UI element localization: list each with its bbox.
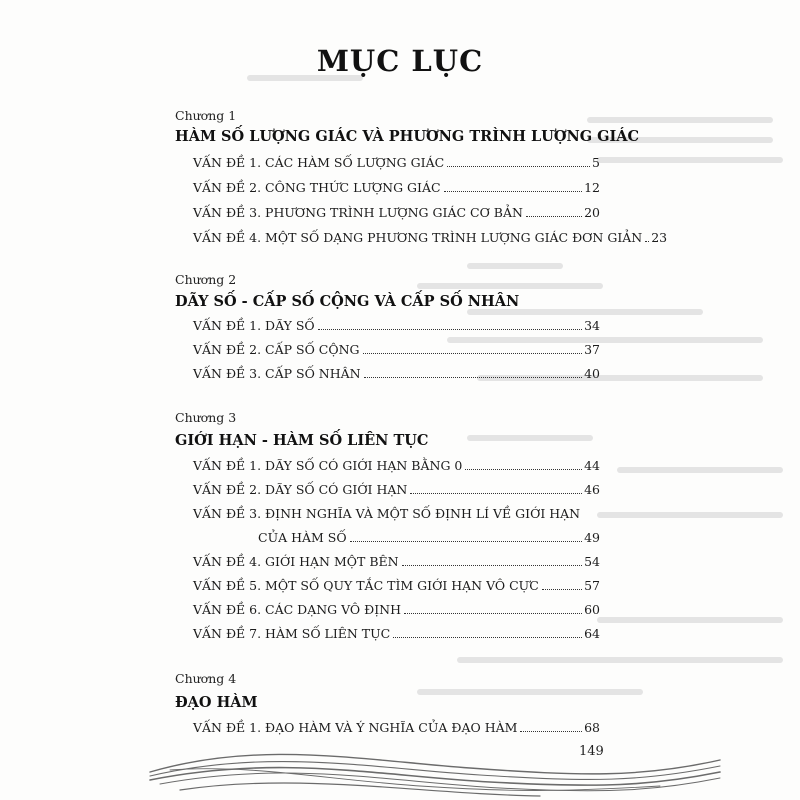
dot-leader — [350, 541, 582, 542]
chapter-2-title: DÃY SỐ - CẤP SỐ CỘNG VÀ CẤP SỐ NHÂN — [175, 293, 520, 310]
toc-entry[interactable] — [193, 602, 600, 622]
entry-text: VẤN ĐỀ 3. CẤP SỐ NHÂN — [193, 366, 361, 381]
toc-entry[interactable] — [193, 554, 600, 574]
entry-text: VẤN ĐỀ 2. CÔNG THỨC LƯỢNG GIÁC — [193, 180, 441, 195]
dot-leader — [447, 166, 590, 167]
entry-page: 40 — [584, 366, 600, 381]
entry-page: 44 — [584, 458, 600, 473]
entry-page: 23 — [651, 230, 668, 245]
chapter-1-label: Chương 1 — [175, 108, 237, 123]
entry-text: VẤN ĐỀ 3. PHƯƠNG TRÌNH LƯỢNG GIÁC CƠ BẢN — [193, 205, 523, 220]
dot-leader — [542, 589, 582, 590]
chapter-3-title: GIỚI HẠN - HÀM SỐ LIÊN TỤC — [175, 432, 429, 449]
entry-text: VẤN ĐỀ 3. ĐỊNH NGHĨA VÀ MỘT SỐ ĐỊNH LÍ VỀ GIỚI HẠN — [193, 506, 581, 521]
entry-text: CỦA HÀM SỐ — [258, 530, 347, 545]
dot-leader — [402, 565, 583, 566]
entry-text: VẤN ĐỀ 4. GIỚI HẠN MỘT BÊN — [193, 554, 399, 569]
dot-leader — [318, 329, 582, 330]
dot-leader — [465, 469, 582, 470]
swoosh-decoration — [0, 720, 800, 800]
toc-entry[interactable] — [193, 155, 600, 175]
entry-text: VẤN ĐỀ 2. CẤP SỐ CỘNG — [193, 342, 360, 357]
toc-entry[interactable] — [193, 506, 600, 526]
dot-leader — [364, 377, 582, 378]
toc-entry[interactable] — [193, 458, 600, 478]
toc-entry[interactable] — [193, 318, 600, 338]
page-number: 149 — [579, 744, 604, 759]
entry-text: VẤN ĐỀ 6. CÁC DẠNG VÔ ĐỊNH — [193, 602, 402, 617]
toc-entry[interactable] — [193, 342, 600, 362]
dot-leader — [363, 353, 583, 354]
toc-entry[interactable] — [193, 230, 668, 250]
entry-page: 5 — [592, 155, 600, 170]
entry-text: VẤN ĐỀ 5. MỘT SỐ QUY TẮC TÌM GIỚI HẠN VÔ CỰC — [193, 578, 539, 593]
toc-entry[interactable] — [193, 180, 600, 200]
chapter-3-label: Chương 3 — [175, 410, 237, 425]
dot-leader — [404, 613, 582, 614]
chapter-4-title: ĐẠO HÀM — [175, 694, 258, 711]
entry-text: VẤN ĐỀ 4. MỘT SỐ DẠNG PHƯƠNG TRÌNH LƯỢNG GIÁC ĐƠN GIẢN — [193, 230, 643, 245]
entry-text: VẤN ĐỀ 2. DÃY SỐ CÓ GIỚI HẠN — [193, 482, 408, 497]
entry-text: VẤN ĐỀ 1. CÁC HÀM SỐ LƯỢNG GIÁC — [193, 155, 445, 170]
entry-page: 68 — [584, 720, 600, 735]
entry-page: 60 — [584, 602, 600, 617]
entry-text: VẤN ĐỀ 1. ĐẠO HÀM VÀ Ý NGHĨA CỦA ĐẠO HÀM — [193, 720, 518, 735]
toc-title: MỤC LỤC — [316, 44, 484, 78]
entry-text: VẤN ĐỀ 1. DÃY SỐ CÓ GIỚI HẠN BẰNG 0 — [193, 458, 463, 473]
chapter-4-label: Chương 4 — [175, 671, 237, 686]
dot-leader — [393, 637, 582, 638]
entry-page: 46 — [584, 482, 600, 497]
entry-page: 57 — [584, 578, 600, 593]
entry-page: 49 — [584, 530, 600, 545]
dot-leader — [645, 241, 649, 242]
toc-entry-continuation[interactable] — [258, 530, 600, 550]
chapter-2-label: Chương 2 — [175, 272, 237, 287]
entry-page: 34 — [584, 318, 600, 333]
entry-page: 37 — [584, 342, 600, 357]
entry-text: VẤN ĐỀ 7. HÀM SỐ LIÊN TỤC — [193, 626, 391, 641]
chapter-1-title: HÀM SỐ LƯỢNG GIÁC VÀ PHƯƠNG TRÌNH LƯỢNG GIÁC — [175, 128, 640, 145]
entry-page: 12 — [584, 180, 600, 195]
entry-page: 20 — [584, 205, 600, 220]
dot-leader — [526, 216, 582, 217]
entry-page: 64 — [584, 626, 600, 641]
entry-text: VẤN ĐỀ 1. DÃY SỐ — [193, 318, 315, 333]
dot-leader — [410, 493, 582, 494]
dot-leader — [444, 191, 583, 192]
toc-entry[interactable] — [193, 482, 600, 502]
toc-entry[interactable] — [193, 626, 600, 646]
toc-entry[interactable] — [193, 205, 600, 225]
toc-entry[interactable] — [193, 366, 600, 386]
entry-page: 54 — [584, 554, 600, 569]
toc-entry[interactable] — [193, 578, 600, 598]
